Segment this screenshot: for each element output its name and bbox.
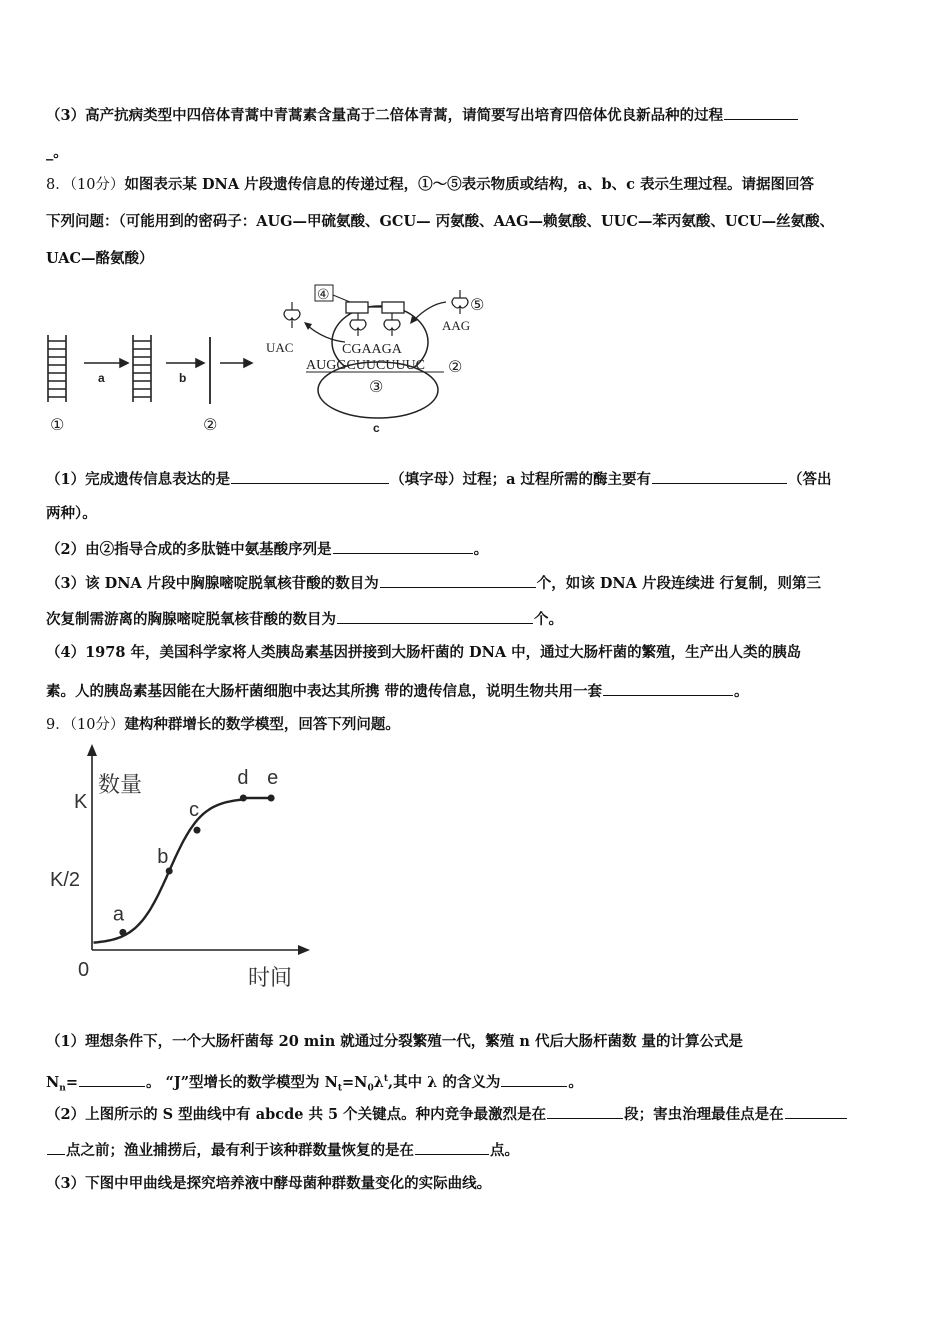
y-tick-zero: 0 — [78, 959, 90, 981]
x-axis-arrow — [298, 945, 310, 955]
arrow-trna-out — [308, 326, 345, 342]
anticodon-right: AAG — [442, 318, 471, 333]
q9-stem-line — [46, 715, 400, 735]
q8-stem-line2 — [46, 212, 834, 232]
q9-p1-n-sub: n — [59, 1083, 66, 1094]
answer-blank[interactable] — [231, 468, 389, 484]
q9-stem-text: 建构种群增长的数学模型，回答下列问题。 — [124, 716, 400, 733]
point-label-a: a — [112, 903, 125, 926]
q8-stem-line1 — [46, 175, 814, 195]
point-d — [240, 795, 247, 802]
q8-p3-line1 — [46, 572, 821, 594]
q9-p1-line2 — [46, 1069, 583, 1099]
arrow-a — [84, 359, 128, 367]
arrow-b — [166, 359, 204, 367]
answer-blank[interactable] — [415, 1139, 489, 1155]
label-circle-1: ① — [50, 417, 65, 434]
q8-p3-line2 — [46, 608, 563, 630]
q8-p1-text-a: （1）完成遗传信息表达的是 — [46, 471, 231, 488]
label-b: b — [179, 371, 187, 385]
q8-p1-text-c: （答出 — [788, 471, 832, 488]
q9-p2-text-b: 段；害虫治理最佳点是在 — [624, 1106, 784, 1123]
y-tick-k-half: K/2 — [50, 869, 81, 891]
label-circle-2-right: ② — [448, 359, 463, 376]
q8-p3-text-c: 次复制需游离的胸腺嘧啶脱氧核苷酸的数目为 — [46, 611, 336, 628]
q8-p4-line1 — [46, 643, 801, 663]
answer-blank[interactable] — [47, 1139, 65, 1155]
q8-p1-text-b: （填字母）过程；a 过程所需的酶主要有 — [390, 471, 652, 488]
q9-p2-text-c: 点之前；渔业捕捞后，最有利于该种群数量恢复的是在 — [66, 1142, 414, 1159]
q9-p1-text-a: （1）理想条件下，一个大肠杆菌每 20 min 就通过分裂繁殖一代，繁殖 n 代后大肠杆菌数 量的计算公式是 — [46, 1033, 743, 1050]
polypeptide-chain — [346, 302, 404, 313]
label-circle-4: ④ — [317, 286, 330, 302]
answer-blank[interactable] — [547, 1103, 623, 1119]
answer-blank[interactable] — [333, 538, 473, 554]
q7-part3-text: （3）高产抗病类型中四倍体青蒿中青蒿素含量高于二倍体青蒿，请简要写出培育四倍体优良新品种的过程 — [46, 107, 724, 124]
q9-p1-line1 — [46, 1032, 743, 1052]
arrow-c — [220, 359, 252, 367]
y-axis-arrow — [87, 744, 97, 756]
q9-p2-text-a: （2）上图所示的 S 型曲线中有 abcde 共 5 个关键点。种内竞争最激烈是在 — [46, 1106, 547, 1123]
q8-p1-line1 — [46, 468, 832, 490]
point-a — [119, 929, 126, 936]
q8-figure — [40, 280, 510, 440]
q7-part3-line — [46, 104, 799, 126]
q8-p4-text-b: 素。人的胰岛素基因能在大肠杆菌细胞中表达其所携 带的遗传信息，说明生物共用一套 — [46, 683, 603, 700]
q9-p2-line2 — [46, 1139, 519, 1161]
q8-p3-text-b: 个，如该 DNA 片段连续进 行复制，则第三 — [536, 575, 821, 592]
q9-number: 9．（10分） — [46, 717, 125, 733]
point-label-e: e — [267, 767, 279, 789]
q9-p2-text-d: 点。 — [490, 1142, 519, 1159]
q9-p1-t-sup: t — [383, 1074, 389, 1084]
q9-p1-text-g: ,其中 λ 的含义为 — [388, 1073, 501, 1091]
q8-p4-line2 — [46, 680, 749, 702]
y-tick-k: K — [74, 791, 88, 813]
answer-blank[interactable] — [724, 104, 798, 120]
answer-blank[interactable] — [652, 468, 787, 484]
q8-p2-text-b: 。 — [473, 541, 489, 558]
q8-p4-text-c: 。 — [734, 683, 749, 700]
q8-stem-line3 — [46, 249, 154, 269]
q9-p1-eq: = — [65, 1073, 78, 1091]
point-label-c: c — [189, 799, 199, 822]
point-label-d: d — [237, 767, 249, 789]
q8-p4-text-a: （4）1978 年，美国科学家将人类胰岛素基因拼接到大肠杆菌的 DNA 中，通过大肠杆菌的繁殖，生产出人类的胰岛 — [46, 644, 802, 661]
q9-s-curve-chart — [40, 740, 320, 1000]
q9-p1-t-sub: t — [337, 1083, 343, 1094]
q9-p1-text-d: 。 “J”型增长的数学模型为 N — [145, 1073, 338, 1091]
anticodon-left: UAC — [266, 340, 294, 355]
q9-p3-text: （3）下图中甲曲线是探究培养液中酵母菌种群数量变化的实际曲线。 — [46, 1175, 492, 1192]
q9-p1-lambda: λ — [373, 1073, 384, 1091]
answer-blank[interactable] — [79, 1071, 145, 1087]
label-a: a — [98, 371, 105, 385]
q8-stem-text3: UAC—酪氨酸） — [46, 250, 154, 267]
q8-stem-text2: 下列问题：（可能用到的密码子：AUG—甲硫氨酸、GCU— 丙氨酸、AAG—赖氨酸、UUC—苯丙氨酸、UCU—丝氨酸、 — [46, 213, 835, 230]
q8-p2-line — [46, 538, 488, 560]
point-b — [166, 868, 173, 875]
q8-stem-text1: 如图表示某 DNA 片段遗传信息的传递过程，①～⑤表示物质或结构，a、b、c 表示生理过程。请据图回答 — [124, 176, 815, 193]
point-e — [268, 795, 275, 802]
point-c — [194, 827, 201, 834]
label-circle-2-left: ② — [203, 417, 218, 434]
q8-p3-text-d: 个。 — [534, 611, 563, 628]
trna-inside — [350, 313, 400, 336]
q9-p1-n: N — [46, 1073, 60, 1091]
answer-blank[interactable] — [785, 1103, 847, 1119]
answer-blank[interactable] — [501, 1071, 567, 1087]
y-axis-label: 数量 — [98, 772, 143, 797]
trna-right — [452, 290, 468, 314]
trna-anticodon-row: CGAAGA — [342, 342, 402, 357]
x-axis-label: 时间 — [248, 965, 293, 990]
label-c: c — [373, 421, 380, 435]
q8-p1-text-d: 两种）。 — [46, 505, 97, 522]
q8-p3-text-a: （3）该 DNA 片段中胸腺嘧啶脱氧核苷酸的数目为 — [46, 575, 379, 592]
trna-left — [284, 302, 300, 328]
q9-p1-zero-sub: 0 — [367, 1083, 374, 1094]
q9-p1-text-h: 。 — [568, 1073, 583, 1091]
answer-blank[interactable] — [337, 608, 533, 624]
q7-part3-end — [46, 143, 68, 163]
q8-number: 8．（10分） — [46, 177, 125, 193]
q9-p3-line — [46, 1174, 491, 1194]
mrna-sequence: AUGGCUUCUUUC — [306, 358, 426, 373]
label-circle-5: ⑤ — [470, 297, 485, 314]
dna-ladder-1 — [48, 335, 66, 402]
answer-blank[interactable] — [380, 572, 536, 588]
q9-p1-text-e: =N — [342, 1073, 368, 1091]
q8-p1-line2 — [46, 504, 97, 524]
q8-p2-text-a: （2）由②指导合成的多肽链中氨基酸序列是 — [46, 541, 332, 558]
q7-part3-end-text: _。 — [46, 144, 68, 161]
dna-ladder-2 — [133, 335, 151, 402]
label-circle-3: ③ — [369, 379, 384, 396]
answer-blank[interactable] — [603, 680, 733, 696]
point-label-b: b — [157, 846, 169, 868]
q9-p2-line1 — [46, 1103, 848, 1125]
